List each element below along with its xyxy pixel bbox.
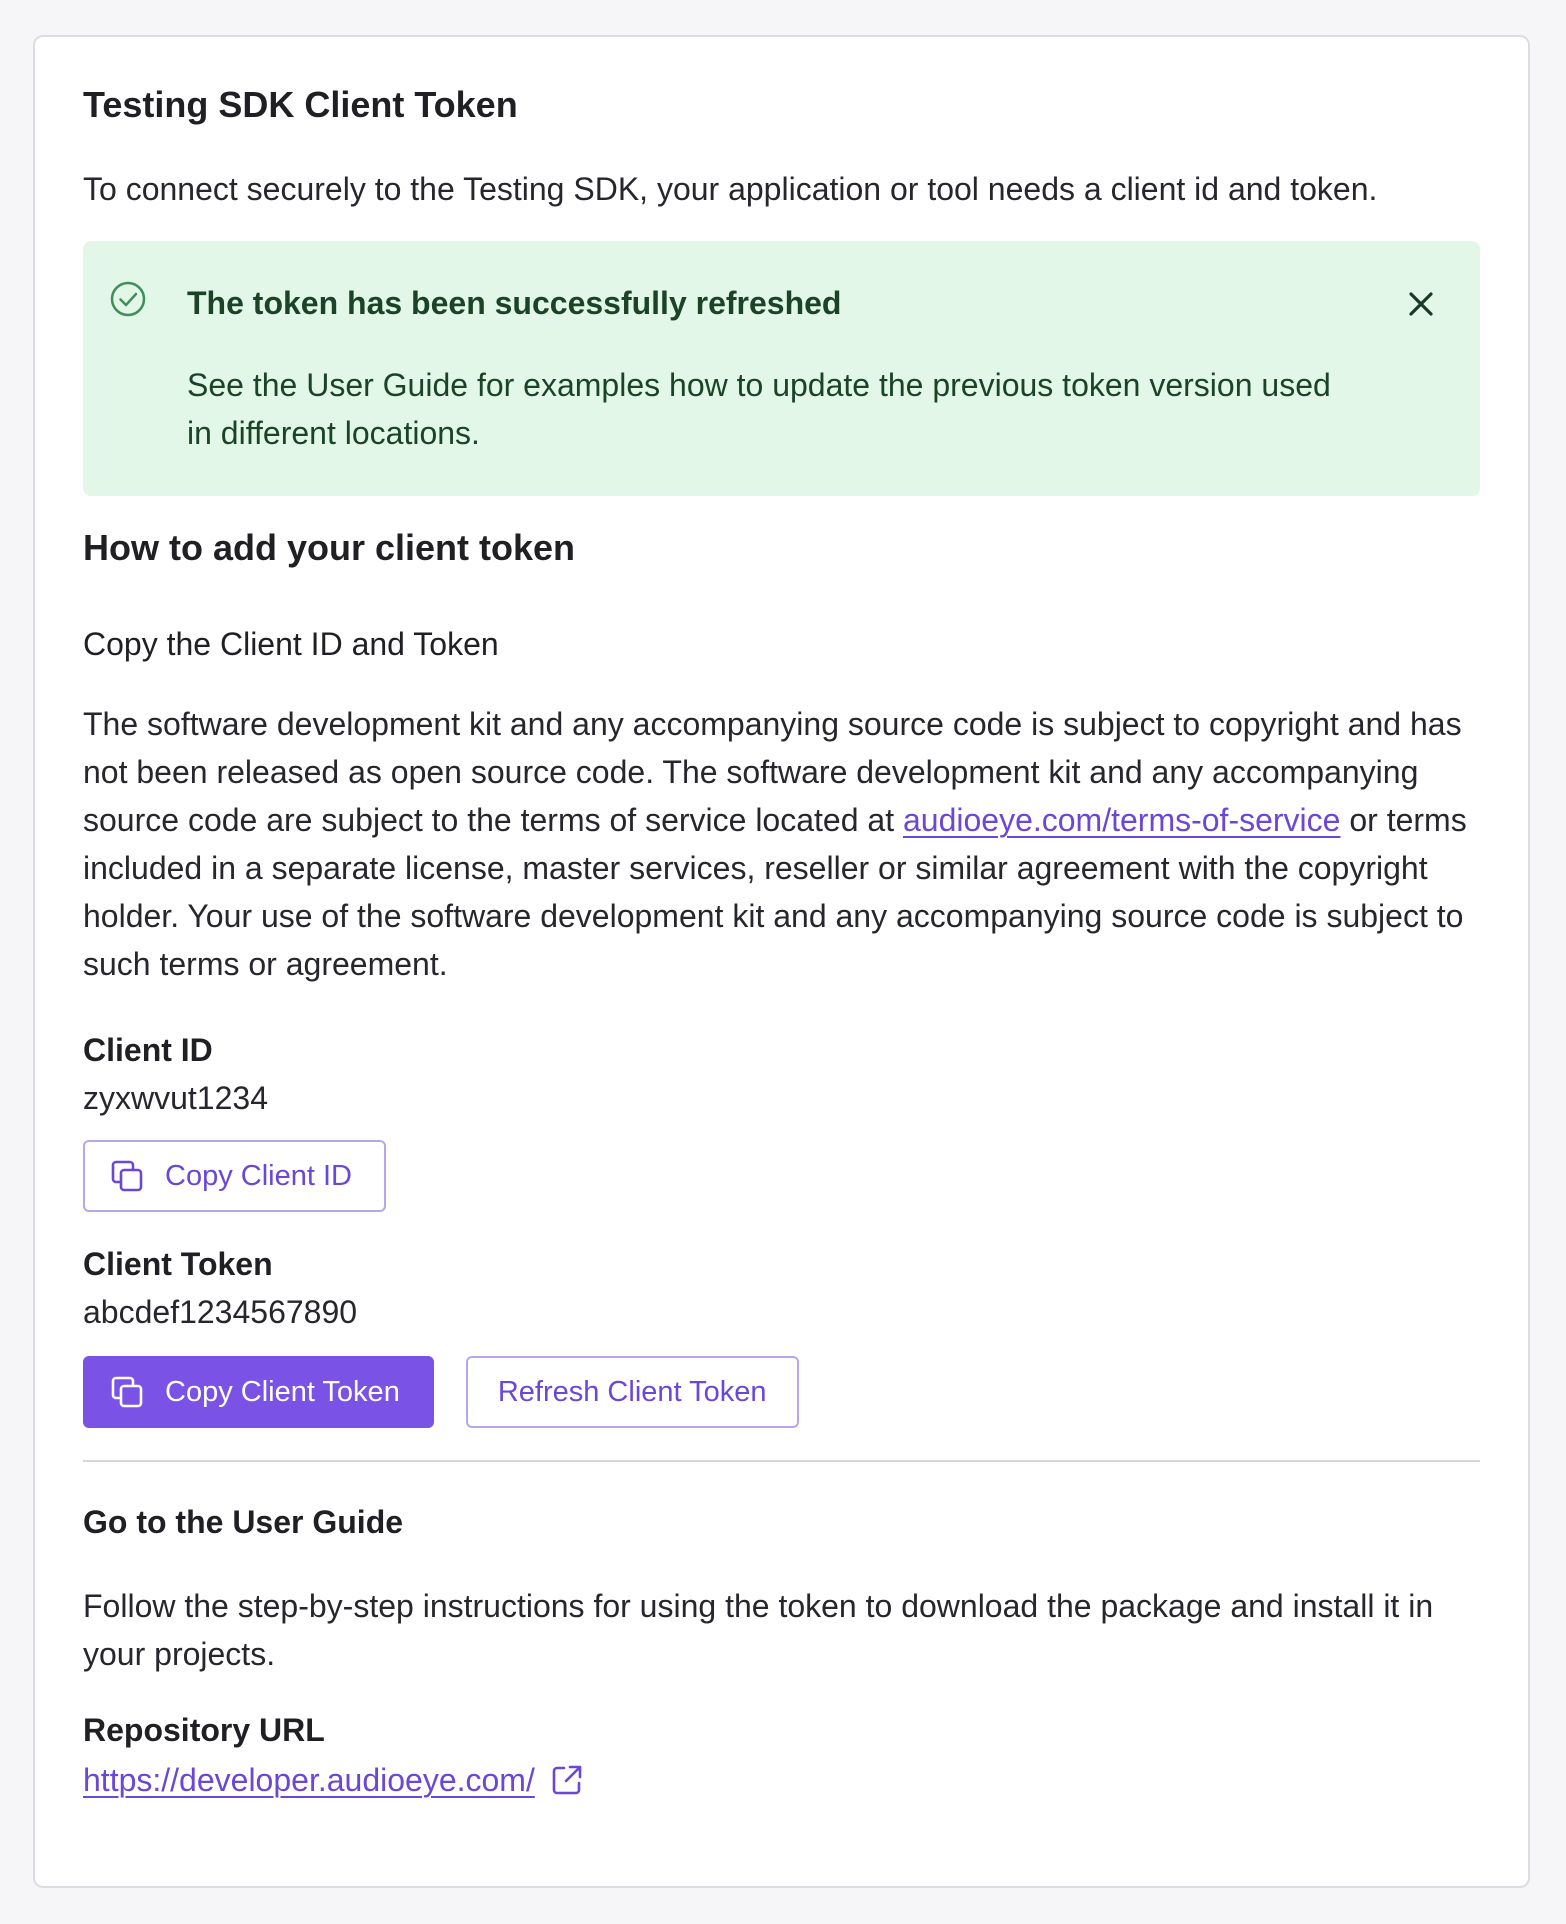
external-link-icon[interactable]: [549, 1762, 585, 1798]
page-title: Testing SDK Client Token: [83, 84, 518, 125]
repository-url-link[interactable]: https://developer.audioeye.com/: [83, 1762, 535, 1798]
legal-text-part2: or terms included in a separate license, master services, reseller or similar agreement with the copyright holder. Your use of the software development kit and any accompanying source code is subject to such terms or agreement.: [83, 802, 1467, 982]
copy-icon: [109, 1374, 145, 1410]
terms-of-service-link[interactable]: audioeye.com/terms-of-service: [902, 802, 1341, 838]
refresh-client-token-button[interactable]: [466, 1356, 799, 1428]
alert-body: See the User Guide for examples how to update the previous token version used in different locations.: [187, 367, 1331, 451]
client-token-actions: [83, 1356, 1480, 1428]
legal-text: [83, 700, 1480, 988]
repository-url-row: [83, 1756, 1480, 1804]
client-id-label: Client ID: [83, 1032, 213, 1068]
user-guide-text: Follow the step-by-step instructions for using the token to download the package and install it in your projects.: [83, 1588, 1434, 1672]
repository-url-label: Repository URL: [83, 1712, 325, 1748]
user-guide-heading: Go to the User Guide: [83, 1504, 404, 1540]
client-id-actions: [83, 1140, 1480, 1212]
copy-icon: [109, 1158, 145, 1194]
legal-text-part1: The software development kit and any accompanying source code is subject to copyright and has not been released as open source code. The software development kit and any accompanying source code are subject to the terms of service located at: [83, 706, 1462, 838]
close-icon[interactable]: [1404, 287, 1438, 321]
client-token-value: abcdef1234567890: [83, 1294, 358, 1330]
client-id-value: zyxwvut1234: [83, 1080, 268, 1116]
check-circle-icon: [108, 279, 148, 319]
divider: [83, 1460, 1480, 1462]
refresh-client-token-label: Refresh Client Token: [497, 1375, 767, 1408]
copy-subtitle: Copy the Client ID and Token: [83, 626, 499, 662]
copy-client-id-label: Copy Client ID: [165, 1159, 352, 1192]
alert-title: The token has been successfully refreshed: [187, 285, 842, 321]
client-token-card: [33, 35, 1530, 1888]
copy-client-token-label: Copy Client Token: [165, 1375, 400, 1408]
client-token-label: Client Token: [83, 1246, 273, 1282]
success-alert: [83, 241, 1480, 496]
copy-client-id-button[interactable]: [83, 1140, 386, 1212]
intro-text: To connect securely to the Testing SDK, your application or tool needs a client id and token.: [83, 171, 1378, 207]
copy-client-token-button[interactable]: [83, 1356, 434, 1428]
how-to-heading: How to add your client token: [83, 527, 576, 568]
